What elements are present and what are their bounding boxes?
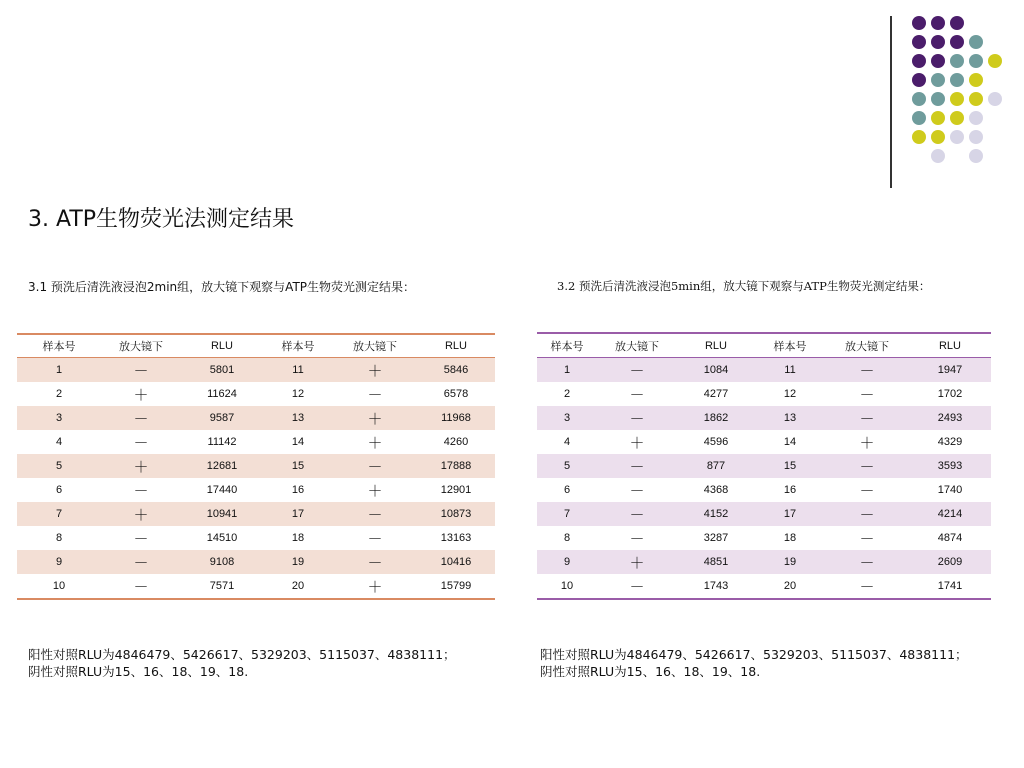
column-header: RLU — [417, 334, 495, 358]
magnifier-result-cell: ＋ — [133, 457, 149, 476]
table-cell: 20 — [783, 580, 797, 592]
table-cell: 15 — [291, 460, 305, 472]
positive-control-note: 阳性对照RLU为4846479、5426617、5329203、5115037、4838111； — [540, 647, 968, 662]
column-header: 放大镜下 — [333, 334, 417, 358]
column-header: 放大镜下 — [597, 333, 677, 358]
table-cell: 5846 — [443, 364, 469, 376]
magnifier-result-cell: － — [133, 361, 149, 380]
column-header: 放大镜下 — [825, 333, 909, 358]
left-subtitle: 3.1 预洗后清洗液浸泡2min组，放大镜下观察与ATP生物荧光测定结果： — [28, 280, 416, 294]
magnifier-result-cell: － — [859, 529, 875, 548]
table-cell: 17888 — [440, 460, 472, 472]
magnifier-result-cell: ＋ — [133, 505, 149, 524]
magnifier-result-cell: － — [859, 577, 875, 596]
magnifier-result-cell: － — [133, 529, 149, 548]
table-cell: 11142 — [207, 436, 237, 448]
magnifier-result-cell: ＋ — [629, 433, 645, 452]
decorative-dot — [931, 73, 945, 87]
decorative-dot — [969, 111, 983, 125]
table-row — [537, 574, 991, 599]
table-cell: 877 — [706, 460, 726, 472]
magnifier-result-cell: － — [133, 409, 149, 428]
decorative-dot — [950, 35, 964, 49]
table-cell: 17440 — [206, 484, 238, 496]
table-cell: 12 — [783, 388, 797, 400]
table-cell: 4214 — [937, 508, 963, 520]
table-cell: 10 — [52, 580, 66, 592]
table-cell: 14 — [783, 436, 797, 448]
magnifier-result-cell: － — [859, 553, 875, 572]
decorative-dot — [931, 16, 945, 30]
decorative-dot — [950, 92, 964, 106]
magnifier-result-cell: － — [859, 505, 875, 524]
decorative-dot — [969, 149, 983, 163]
table-cell: 16 — [291, 484, 305, 496]
table-row — [537, 430, 991, 454]
column-header: RLU — [909, 333, 991, 358]
right-control-note — [540, 646, 968, 680]
table-cell: 11624 — [207, 388, 237, 400]
table-cell: 1741 — [937, 580, 963, 592]
decorative-dot — [931, 92, 945, 106]
table-cell: 9587 — [209, 412, 235, 424]
table-cell: 2493 — [937, 412, 963, 424]
table-cell: 6 — [563, 484, 571, 496]
right-subtitle: 3.2 预洗后清洗液浸泡5min组，放大镜下观察与ATP生物荧光测定结果： — [557, 279, 931, 293]
column-header: 样本号 — [537, 333, 597, 358]
table-cell: 6 — [55, 484, 63, 496]
table-cell: 4277 — [703, 388, 729, 400]
magnifier-result-cell: ＋ — [367, 481, 383, 500]
column-header: 样本号 — [755, 333, 825, 358]
column-header: RLU — [181, 334, 263, 358]
decorative-dot — [969, 130, 983, 144]
table-cell: 1084 — [703, 364, 729, 376]
table-cell: 13163 — [440, 532, 472, 544]
table-row — [17, 502, 495, 526]
magnifier-result-cell: ＋ — [367, 433, 383, 452]
table-row — [537, 502, 991, 526]
table-cell: 16 — [783, 484, 797, 496]
table-row — [537, 478, 991, 502]
table-cell: 1 — [563, 364, 571, 376]
table-row — [17, 526, 495, 550]
magnifier-result-cell: － — [859, 481, 875, 500]
table-cell: 11 — [784, 364, 796, 376]
table-cell: 1862 — [703, 412, 729, 424]
magnifier-result-cell: － — [629, 361, 645, 380]
decorative-dot — [969, 35, 983, 49]
magnifier-result-cell: ＋ — [367, 577, 383, 596]
table-row — [17, 430, 495, 454]
positive-control-note: 阳性对照RLU为4846479、5426617、5329203、5115037、4838111； — [28, 647, 456, 662]
decorative-dot — [912, 111, 926, 125]
column-header: 样本号 — [17, 334, 101, 358]
magnifier-result-cell: － — [367, 529, 383, 548]
table-cell: 13 — [291, 412, 305, 424]
table-cell: 8 — [55, 532, 63, 544]
table-cell: 13 — [783, 412, 797, 424]
table-cell: 4874 — [937, 532, 963, 544]
decorative-dot — [969, 73, 983, 87]
table-cell: 14510 — [206, 532, 238, 544]
table-cell: 15799 — [440, 580, 472, 592]
decorative-dot — [931, 149, 945, 163]
table-cell: 12681 — [206, 460, 238, 472]
magnifier-result-cell: － — [133, 481, 149, 500]
magnifier-result-cell: － — [133, 553, 149, 572]
decorative-dot — [969, 54, 983, 68]
table-cell: 6578 — [443, 388, 469, 400]
table-cell: 18 — [783, 532, 797, 544]
magnifier-result-cell: － — [859, 457, 875, 476]
table-cell: 2 — [55, 388, 63, 400]
table-cell: 4596 — [703, 436, 729, 448]
table-row — [537, 550, 991, 574]
decorative-dot — [988, 54, 1002, 68]
table-cell: 9 — [563, 556, 571, 568]
left-control-note — [28, 646, 456, 680]
table-cell: 4368 — [703, 484, 729, 496]
magnifier-result-cell: － — [859, 361, 875, 380]
table-cell: 12901 — [440, 484, 472, 496]
table-cell: 11 — [292, 364, 304, 376]
magnifier-result-cell: ＋ — [367, 409, 383, 428]
table-header-row — [17, 334, 495, 358]
magnifier-result-cell: － — [629, 529, 645, 548]
table-cell: 15 — [783, 460, 797, 472]
magnifier-result-cell: － — [859, 409, 875, 428]
decorative-dot — [950, 130, 964, 144]
magnifier-result-cell: ＋ — [859, 433, 875, 452]
slide-title: 3. ATP生物荧光法测定结果 — [28, 207, 295, 232]
negative-control-note: 阴性对照RLU为15、16、18、19、18. — [540, 664, 761, 679]
table-cell: 10 — [560, 580, 574, 592]
table-cell: 19 — [783, 556, 797, 568]
table-cell: 1947 — [937, 364, 963, 376]
negative-control-note: 阴性对照RLU为15、16、18、19、18. — [28, 664, 249, 679]
table-cell: 5 — [55, 460, 63, 472]
table-cell: 10873 — [440, 508, 472, 520]
right-results-table — [537, 332, 991, 600]
table-cell: 10416 — [440, 556, 472, 568]
table-cell: 3287 — [703, 532, 729, 544]
column-header: RLU — [677, 333, 755, 358]
decorative-dot — [988, 92, 1002, 106]
table-cell: 3 — [55, 412, 63, 424]
left-results-table — [17, 333, 495, 600]
decorative-dot — [912, 130, 926, 144]
decorative-dot — [912, 54, 926, 68]
table-cell: 1 — [55, 364, 63, 376]
table-cell: 17 — [783, 508, 797, 520]
table-cell: 14 — [291, 436, 305, 448]
table-cell: 17 — [291, 508, 305, 520]
table-cell: 3593 — [937, 460, 963, 472]
decorative-dot — [950, 111, 964, 125]
table-cell: 4260 — [443, 436, 469, 448]
table-cell: 1743 — [703, 580, 729, 592]
table-cell: 9 — [55, 556, 63, 568]
decorative-dot — [931, 35, 945, 49]
column-header: 放大镜下 — [101, 334, 181, 358]
table-cell: 7 — [563, 508, 571, 520]
magnifier-result-cell: ＋ — [133, 385, 149, 404]
table-row — [17, 550, 495, 574]
decorative-dot — [950, 16, 964, 30]
table-cell: 4329 — [937, 436, 963, 448]
magnifier-result-cell: － — [629, 577, 645, 596]
magnifier-result-cell: ＋ — [629, 553, 645, 572]
table-row — [17, 454, 495, 478]
table-cell: 4 — [55, 436, 63, 448]
table-row — [537, 382, 991, 406]
table-row — [17, 358, 495, 383]
magnifier-result-cell: － — [629, 457, 645, 476]
table-cell: 18 — [291, 532, 305, 544]
table-header-row — [537, 333, 991, 358]
table-row — [17, 478, 495, 502]
table-row — [537, 406, 991, 430]
decorative-dot-grid — [0, 0, 1024, 200]
decorative-dot — [950, 54, 964, 68]
table-cell: 2 — [563, 388, 571, 400]
magnifier-result-cell: － — [133, 577, 149, 596]
table-cell: 8 — [563, 532, 571, 544]
table-cell: 20 — [291, 580, 305, 592]
decorative-dot — [912, 73, 926, 87]
table-cell: 10941 — [206, 508, 238, 520]
decorative-dot — [931, 130, 945, 144]
table-row — [17, 574, 495, 599]
table-cell: 5801 — [209, 364, 235, 376]
table-cell: 5 — [563, 460, 571, 472]
table-cell: 7 — [55, 508, 63, 520]
magnifier-result-cell: － — [367, 505, 383, 524]
column-header: 样本号 — [263, 334, 333, 358]
table-cell: 4 — [563, 436, 571, 448]
decorative-dot — [950, 73, 964, 87]
table-cell: 1702 — [937, 388, 963, 400]
table-row — [537, 358, 991, 383]
table-cell: 12 — [291, 388, 305, 400]
decorative-dot — [912, 35, 926, 49]
magnifier-result-cell: － — [367, 553, 383, 572]
magnifier-result-cell: － — [629, 481, 645, 500]
magnifier-result-cell: － — [629, 385, 645, 404]
table-row — [17, 406, 495, 430]
table-cell: 4152 — [703, 508, 729, 520]
magnifier-result-cell: － — [367, 385, 383, 404]
decorative-dot — [931, 111, 945, 125]
magnifier-result-cell: － — [629, 505, 645, 524]
table-cell: 19 — [291, 556, 305, 568]
magnifier-result-cell: ＋ — [367, 361, 383, 380]
decorative-divider-line — [890, 16, 892, 188]
decorative-dot — [912, 16, 926, 30]
decorative-dot — [912, 92, 926, 106]
table-row — [537, 454, 991, 478]
table-cell: 1740 — [937, 484, 963, 496]
table-cell: 4851 — [703, 556, 729, 568]
table-cell: 2609 — [937, 556, 963, 568]
decorative-dot — [931, 54, 945, 68]
magnifier-result-cell: － — [133, 433, 149, 452]
table-row — [537, 526, 991, 550]
magnifier-result-cell: － — [859, 385, 875, 404]
decorative-dot — [969, 92, 983, 106]
table-cell: 9108 — [209, 556, 235, 568]
magnifier-result-cell: － — [629, 409, 645, 428]
magnifier-result-cell: － — [367, 457, 383, 476]
table-cell: 11968 — [441, 412, 471, 424]
table-cell: 3 — [563, 412, 571, 424]
table-row — [17, 382, 495, 406]
table-cell: 7571 — [209, 580, 235, 592]
